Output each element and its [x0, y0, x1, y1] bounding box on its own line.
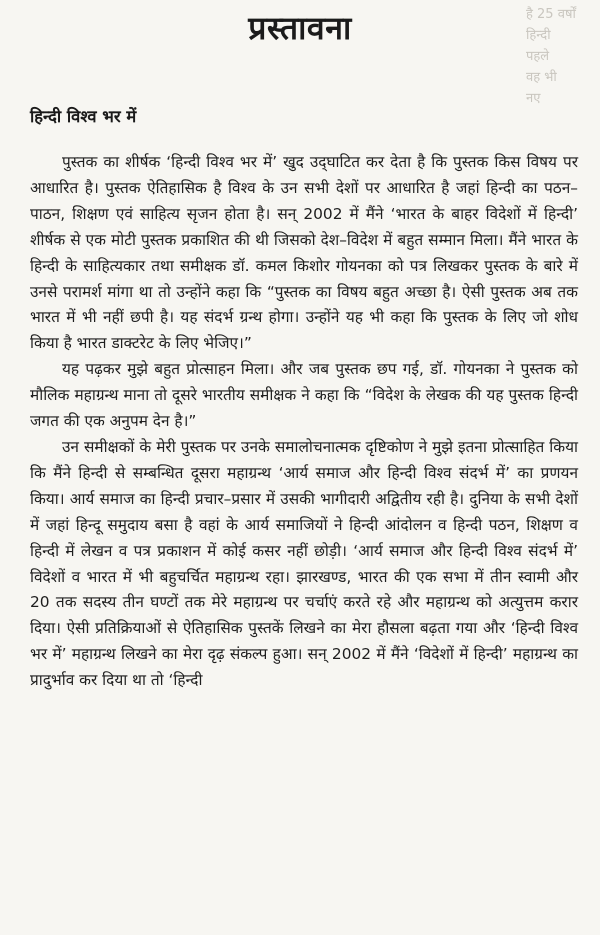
bleed-line: हिन्दी: [526, 28, 551, 43]
paragraph: यह पढ़कर मुझे बहुत प्रोत्साहन मिला। और जब पुस्तक छप गई, डॉ. गोयनका ने पुस्तक को मौलिक महाग्रन्थ माना तो दूसरे भारतीय समीक्षक ने कहा कि “विदेश के लेखक की यह पुस्तक हिन्दी जगत की एक अनुपम देन है।”: [30, 360, 578, 431]
paragraph: उन समीक्षकों के मेरी पुस्तक पर उनके समालोचनात्मक दृष्टिकोण ने मुझे इतना प्रोत्साहित किया कि मैंने हिन्दी से सम्बन्धित दूसरा महाग्रन्थ ‘आर्य समाज और हिन्दी विश्व संदर्भ में’ का प्रणयन किया। आर्य समाज का हिन्दी प्रचार–प्रसार में उसकी भागीदारी अद्वितीय रही है। दुनिया के सभी देशों में जहां हिन्दू समुदाय बसा है वहां के आर्य समाजियों ने हिन्दी आंदोलन व हिन्दी पठन, शिक्षण व हिन्दी में लेखन व पत्र प्रकाशन में कोई कसर नहीं छोड़ी। ‘आर्य समाज और हिन्दी विश्व संदर्भ में’ विदेशों व भारत में भी बहुचर्चित महाग्रन्थ रहा। झारखण्ड, भारत की एक सभा में तीन स्वामी और 20 तक सदस्य तीन घण्टों तक मेरे महाग्रन्थ पर चर्चाएं करते रहे और महाग्रन्थ को अत्युत्तम करार दिया। ऐसी प्रतिक्रियाओं से ऐतिहासिक पुस्तकें लिखने का मेरा हौसला बढ़ता गया और ‘हिन्दी विश्व भर में’ महाग्रन्थ लिखने का मेरा दृढ़ संकल्प हुआ। सन् 2002 में मैंने ‘विदेशों में हिन्दी’ महाग्रन्थ का प्रादुर्भाव कर दिया था तो ‘हिन्दी: [30, 437, 578, 690]
bleed-line: वह भी: [526, 70, 557, 85]
page-title: प्रस्तावना: [248, 9, 352, 47]
section-heading: हिन्दी विश्व भर में: [30, 107, 137, 126]
body-text: [30, 150, 578, 694]
paragraph: पुस्तक का शीर्षक ‘हिन्दी विश्व भर में’ खुद उद्‌घाटित कर देता है कि पुस्तक किस विषय पर आधारित है। पुस्तक ऐतिहासिक है विश्व के उन सभी देशों पर आधारित है जहां हिन्दी का पठन–पाठन, शिक्षण एवं साहित्य सृजन होता है। सन् 2002 में मैंने ‘भारत के बाहर विदेशों में हिन्दी’ शीर्षक से एक मोटी पुस्तक प्रकाशित की थी जिसको देश–विदेश में बहुत सम्मान मिला। मैंने भारत के हिन्दी के साहित्यकार तथा समीक्षक डॉ. कमल किशोर गोयनका को पत्र लिखकर पुस्तक के बारे में उनसे परामर्श मांगा था तो उन्होंने कहा कि “पुस्तक का विषय बहुत अच्छा है। ऐसी पुस्तक अब तक भारत में भी नहीं छपी है। यह संदर्भ ग्रन्थ होगा। उन्होंने यह भी कहा कि पुस्तक के लिए जो शोध किया है भारत डाक्टरेट के लिए भेजिए।”: [30, 153, 578, 353]
bleed-line: नए: [526, 91, 541, 106]
bleed-line: है 25 वर्षों: [526, 7, 576, 22]
bleed-line: पहले: [526, 49, 550, 64]
